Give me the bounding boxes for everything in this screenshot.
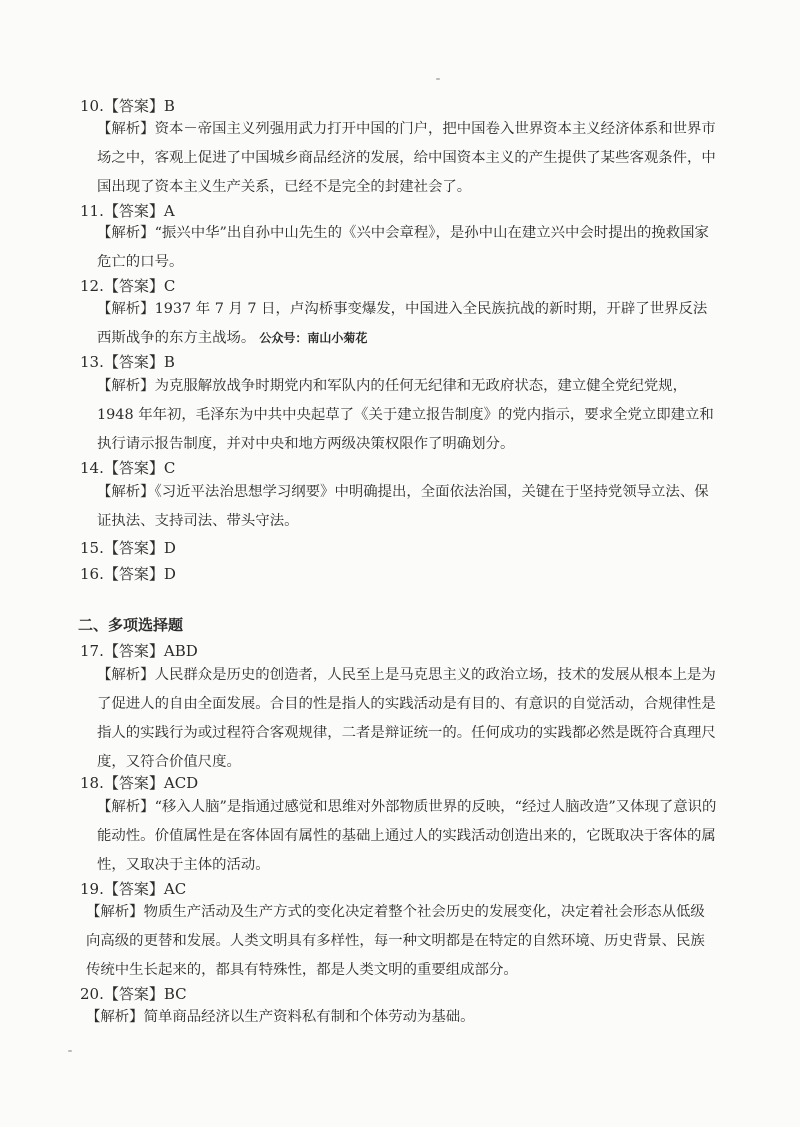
- explanation-13: 【解析】为克服解放战争时期党内和军队内的任何无纪律和无政府状态，建立健全党纪党规，1948 年年初，毛泽东为中共中央起草了《关于建立报告制度》的党内指示，要求全党立即建立和执行请示报告制度，并对中央和地方两级决策权限作了明确划分。: [97, 378, 714, 452]
- answer-13: 13.【答案】B: [80, 353, 175, 371]
- answer-16: 16.【答案】D: [80, 565, 176, 583]
- explanation-12: [97, 295, 717, 353]
- answer-11: 11.【答案】A: [80, 202, 175, 220]
- scan-speck: [436, 78, 440, 80]
- explanation-14: 【解析】《习近平法治思想学习纲要》中明确提出，全面依法治国，关键在于坚持党领导立法、保证执法、支持司法、带头守法。: [97, 484, 709, 529]
- explanation-11: 【解析】“振兴中华”出自孙中山先生的《兴中会章程》，是孙中山在建立兴中会时提出的挽救国家危亡的口号。: [97, 225, 709, 270]
- explanation-18: 【解析】“移入人脑”是指通过感觉和思维对外部物质世界的反映，“经过人脑改造”又体现了意识的能动性。价值属性是在客体固有属性的基础上通过人的实践活动创造出来的，它既取决于客体的属性，又取决于主体的活动。: [97, 799, 717, 873]
- answer-18: 18.【答案】ACD: [80, 774, 199, 792]
- answer-20: 20.【答案】BC: [80, 985, 187, 1003]
- section-title: 二、多项选择题: [78, 616, 184, 634]
- explanation-12-text: 【解析】1937 年 7 月 7 日，卢沟桥事变爆发，中国进入全民族抗战的新时期，开辟了世界反法西斯战争的东方主战场。: [97, 301, 708, 346]
- answer-19: 19.【答案】AC: [80, 880, 187, 898]
- explanation-20: 【解析】简单商品经济以生产资料私有制和个体劳动为基础。: [86, 1009, 475, 1025]
- answer-17: 17.【答案】ABD: [80, 642, 198, 660]
- answer-10: 10.【答案】B: [80, 97, 175, 115]
- explanation-17: 【解析】人民群众是历史的创造者，人民至上是马克思主义的政治立场，技术的发展从根本上是为了促进人的自由全面发展。合目的性是指人的实践活动是有目的、有意识的自觉活动，合规律性是指人的实践行为或过程符合客观规律，二者是辩证统一的。任何成功的实践都必然是既符合真理尺度，又符合价值尺度。: [97, 667, 716, 770]
- watermark-note: 公众号：南山小菊花: [259, 331, 368, 345]
- answer-15: 15.【答案】D: [80, 539, 176, 557]
- scan-speck: [68, 1050, 72, 1052]
- explanation-19: 【解析】物质生产活动及生产方式的变化决定着整个社会历史的发展变化，决定着社会形态从低级向高级的更替和发展。人类文明具有多样性，每一种文明都是在特定的自然环境、历史背景、民族传统中生长起来的，都具有特殊性，都是人类文明的重要组成部分。: [86, 904, 705, 978]
- explanation-10: 【解析】资本－帝国主义列强用武力打开中国的门户，把中国卷入世界资本主义经济体系和世界市场之中，客观上促进了中国城乡商品经济的发展，给中国资本主义的产生提供了某些客观条件，中国出现了资本主义生产关系，已经不是完全的封建社会了。: [97, 121, 716, 195]
- answer-12: 12.【答案】C: [80, 277, 176, 295]
- answer-14: 14.【答案】C: [80, 459, 176, 477]
